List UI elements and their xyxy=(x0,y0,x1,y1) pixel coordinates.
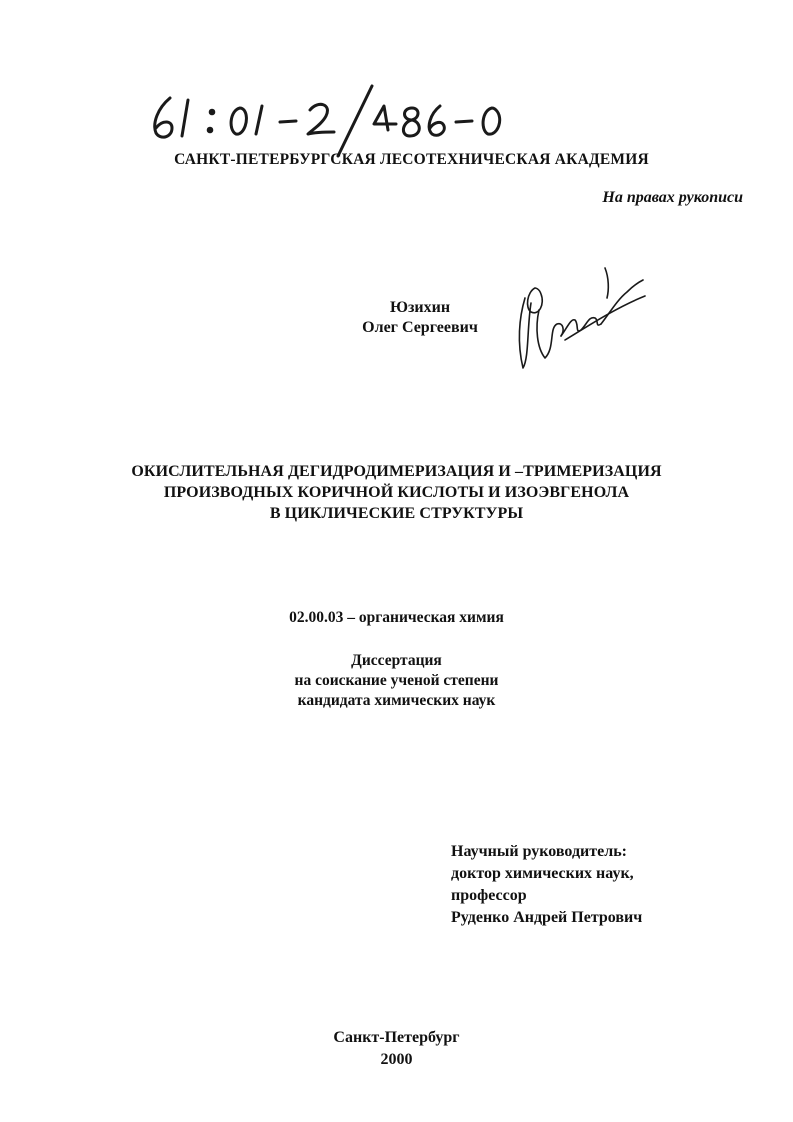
degree-line-2: на соискание ученой степени xyxy=(294,672,499,689)
year: 2000 xyxy=(380,1051,413,1068)
degree-line-1: Диссертация xyxy=(351,652,442,669)
scientific-supervisor xyxy=(451,841,642,929)
academy-name: САНКТ-ПЕТЕРБУРГСКАЯ ЛЕСОТЕХНИЧЕСКАЯ АКАДЕМИЯ xyxy=(174,151,649,168)
place-and-year xyxy=(0,1027,793,1071)
dissertation-title xyxy=(0,461,793,524)
degree-statement xyxy=(0,651,793,711)
specialty-code: 02.00.03 – органическая химия xyxy=(289,609,504,626)
title-line-1: ОКИСЛИТЕЛЬНАЯ ДЕГИДРОДИМЕРИЗАЦИЯ И –ТРИМЕРИЗАЦИЯ xyxy=(131,463,662,480)
signature-drawing xyxy=(505,258,655,378)
author-signature xyxy=(505,258,655,378)
manuscript-rights-note: На правах рукописи xyxy=(602,189,743,206)
supervisor-name: Руденко Андрей Петрович xyxy=(451,909,643,926)
author-block xyxy=(350,298,490,338)
handwritten-catalog-code xyxy=(140,78,540,158)
title-line-2: ПРОИЗВОДНЫХ КОРИЧНОЙ КИСЛОТЫ И ИЗОЭВГЕНОЛА xyxy=(163,484,630,501)
author-surname: Юзихин xyxy=(389,299,451,316)
supervisor-rank: профессор xyxy=(451,887,527,904)
degree-line-3: кандидата химических наук xyxy=(297,692,496,709)
supervisor-heading: Научный руководитель: xyxy=(451,843,627,860)
handwritten-code-drawing xyxy=(140,78,540,158)
supervisor-degree: доктор химических наук, xyxy=(451,865,634,882)
author-given-names: Олег Сергеевич xyxy=(362,319,478,336)
city: Санкт-Петербург xyxy=(333,1029,460,1046)
title-line-3: В ЦИКЛИЧЕСКИЕ СТРУКТУРЫ xyxy=(269,505,524,522)
